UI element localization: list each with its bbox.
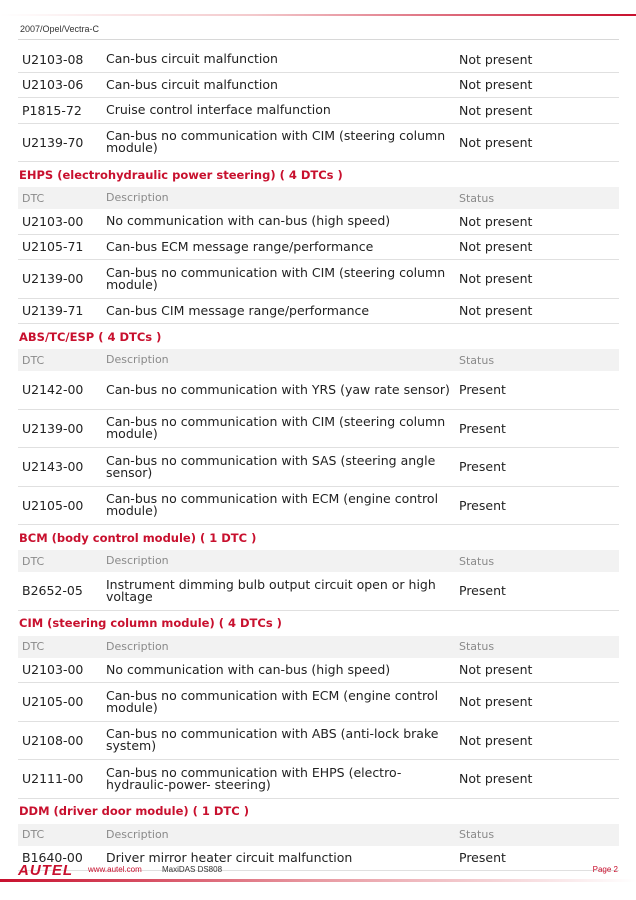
dtc-status: Present <box>459 459 506 475</box>
dtc-description: No communication with can-bus (high speed) <box>106 661 391 677</box>
dtc-code: U2105-00 <box>22 694 84 710</box>
dtc-code: U2139-70 <box>22 134 84 150</box>
dtc-status: Not present <box>459 271 533 287</box>
dtc-code: U2143-00 <box>22 459 84 475</box>
table-row <box>18 260 619 299</box>
column-header-status: Status <box>459 191 495 205</box>
table-row <box>18 209 619 235</box>
footer-model: MaxiDAS DS808 <box>162 865 223 874</box>
dtc-description: Can-bus no communication with SAS (steering angle sensor) <box>106 452 436 480</box>
dtc-status: Present <box>459 497 506 513</box>
dtc-description: Can-bus CIM message range/performance <box>106 302 370 318</box>
table-row <box>18 722 619 761</box>
table-row <box>18 299 619 325</box>
column-header-status: Status <box>459 353 495 367</box>
dtc-status: Not present <box>459 732 533 748</box>
dtc-description: Can-bus no communication with YRS (yaw rate sensor) <box>106 381 450 397</box>
table-header <box>18 187 619 209</box>
dtc-code: U2103-00 <box>22 213 84 229</box>
table-row <box>18 47 619 73</box>
dtc-status: Not present <box>459 694 533 710</box>
table-row <box>18 124 619 163</box>
dtc-status: Not present <box>459 213 533 229</box>
dtc-status: Not present <box>459 771 533 787</box>
section-title: CIM (steering column module) ( 4 DTCs ) <box>19 616 282 630</box>
dtc-code: U2142-00 <box>22 382 84 398</box>
dtc-description: Cruise control interface malfunction <box>106 102 331 118</box>
column-header-status: Status <box>459 554 495 568</box>
column-header-dtc: DTC <box>22 353 45 367</box>
dtc-report <box>18 47 619 871</box>
column-header-description: Description <box>106 827 169 841</box>
column-header-dtc: DTC <box>22 640 45 653</box>
table-row <box>18 658 619 684</box>
dtc-description: Instrument dimming bulb output circuit open or high voltage <box>106 576 436 604</box>
dtc-description: Can-bus ECM message range/performance <box>106 238 374 254</box>
table-row <box>18 371 619 410</box>
table-header <box>18 636 619 658</box>
dtc-code: B1640-00 <box>22 850 83 866</box>
column-header-status: Status <box>459 828 495 841</box>
column-header-description: Description <box>106 353 169 366</box>
dtc-description: Can-bus no communication with ECM (engine control module) <box>106 491 439 519</box>
section-title: BCM (body control module) ( 1 DTC ) <box>19 530 257 545</box>
dtc-status: Not present <box>459 51 533 67</box>
dtc-description: Can-bus circuit malfunction <box>106 51 278 67</box>
dtc-description: Can-bus no communication with CIM (steering column module) <box>106 264 446 292</box>
table-row <box>18 448 619 487</box>
section-title: DDM (driver door module) ( 1 DTC ) <box>19 804 249 818</box>
autel-logo: AUTEL <box>18 862 73 879</box>
dtc-status: Present <box>459 850 506 866</box>
dtc-status: Present <box>459 382 506 398</box>
header-divider <box>18 39 619 40</box>
bottom-accent-bar <box>0 879 636 882</box>
dtc-status: Present <box>459 583 506 599</box>
dtc-code: U2139-71 <box>22 303 84 319</box>
section-title: EHPS (electrohydraulic power steering) ( 4 DTCs ) <box>19 167 343 182</box>
column-header-status: Status <box>459 640 495 653</box>
column-header-description: Description <box>106 639 169 653</box>
dtc-description: Can-bus no communication with EHPS (electro-hydraulic-power- steering) <box>106 764 402 792</box>
dtc-description: Can-bus no communication with CIM (steering column module) <box>106 414 446 442</box>
section-title: ABS/TC/ESP ( 4 DTCs ) <box>19 329 162 344</box>
dtc-description: Can-bus no communication with ABS (anti-lock brake system) <box>106 726 439 754</box>
table-header <box>18 550 619 572</box>
dtc-code: U2139-00 <box>22 420 84 436</box>
table-row <box>18 410 619 449</box>
column-header-dtc: DTC <box>22 554 45 568</box>
dtc-code: U2103-06 <box>22 77 84 93</box>
table-row <box>18 572 619 611</box>
dtc-status: Not present <box>459 134 533 150</box>
table-header <box>18 349 619 371</box>
dtc-description: Can-bus no communication with ECM (engine control module) <box>106 687 439 715</box>
vehicle-label: 2007/Opel/Vectra-C <box>20 24 100 34</box>
column-header-dtc: DTC <box>22 828 45 841</box>
dtc-code: U2103-00 <box>22 662 84 678</box>
dtc-status: Not present <box>459 239 533 255</box>
top-accent-bar <box>0 14 636 16</box>
dtc-code: U2139-00 <box>22 271 84 287</box>
dtc-code: U2111-00 <box>22 771 84 787</box>
dtc-code: U2103-08 <box>22 51 84 67</box>
dtc-code: U2108-00 <box>22 732 84 748</box>
table-row <box>18 98 619 124</box>
dtc-status: Not present <box>459 662 533 678</box>
table-row <box>18 487 619 526</box>
dtc-description: Can-bus circuit malfunction <box>106 76 278 92</box>
table-row <box>18 235 619 261</box>
table-header <box>18 824 619 846</box>
dtc-description: No communication with can-bus (high speed) <box>106 213 391 229</box>
dtc-status: Not present <box>459 303 533 319</box>
table-row <box>18 760 619 799</box>
dtc-status: Present <box>459 420 506 436</box>
dtc-status: Not present <box>459 102 533 118</box>
dtc-code: P1815-72 <box>22 102 82 118</box>
footer-url-link[interactable]: www.autel.com <box>88 865 142 874</box>
dtc-code: U2105-00 <box>22 497 84 513</box>
column-header-description: Description <box>106 554 169 567</box>
table-row <box>18 683 619 722</box>
table-row <box>18 73 619 99</box>
dtc-code: U2105-71 <box>22 239 84 255</box>
dtc-code: B2652-05 <box>22 583 83 599</box>
dtc-status: Not present <box>459 77 533 93</box>
dtc-description: Can-bus no communication with CIM (steering column module) <box>106 128 446 156</box>
dtc-description: Driver mirror heater circuit malfunction <box>106 849 353 865</box>
page-number: Page 2 <box>592 865 618 874</box>
column-header-dtc: DTC <box>22 191 45 205</box>
column-header-description: Description <box>106 191 169 204</box>
